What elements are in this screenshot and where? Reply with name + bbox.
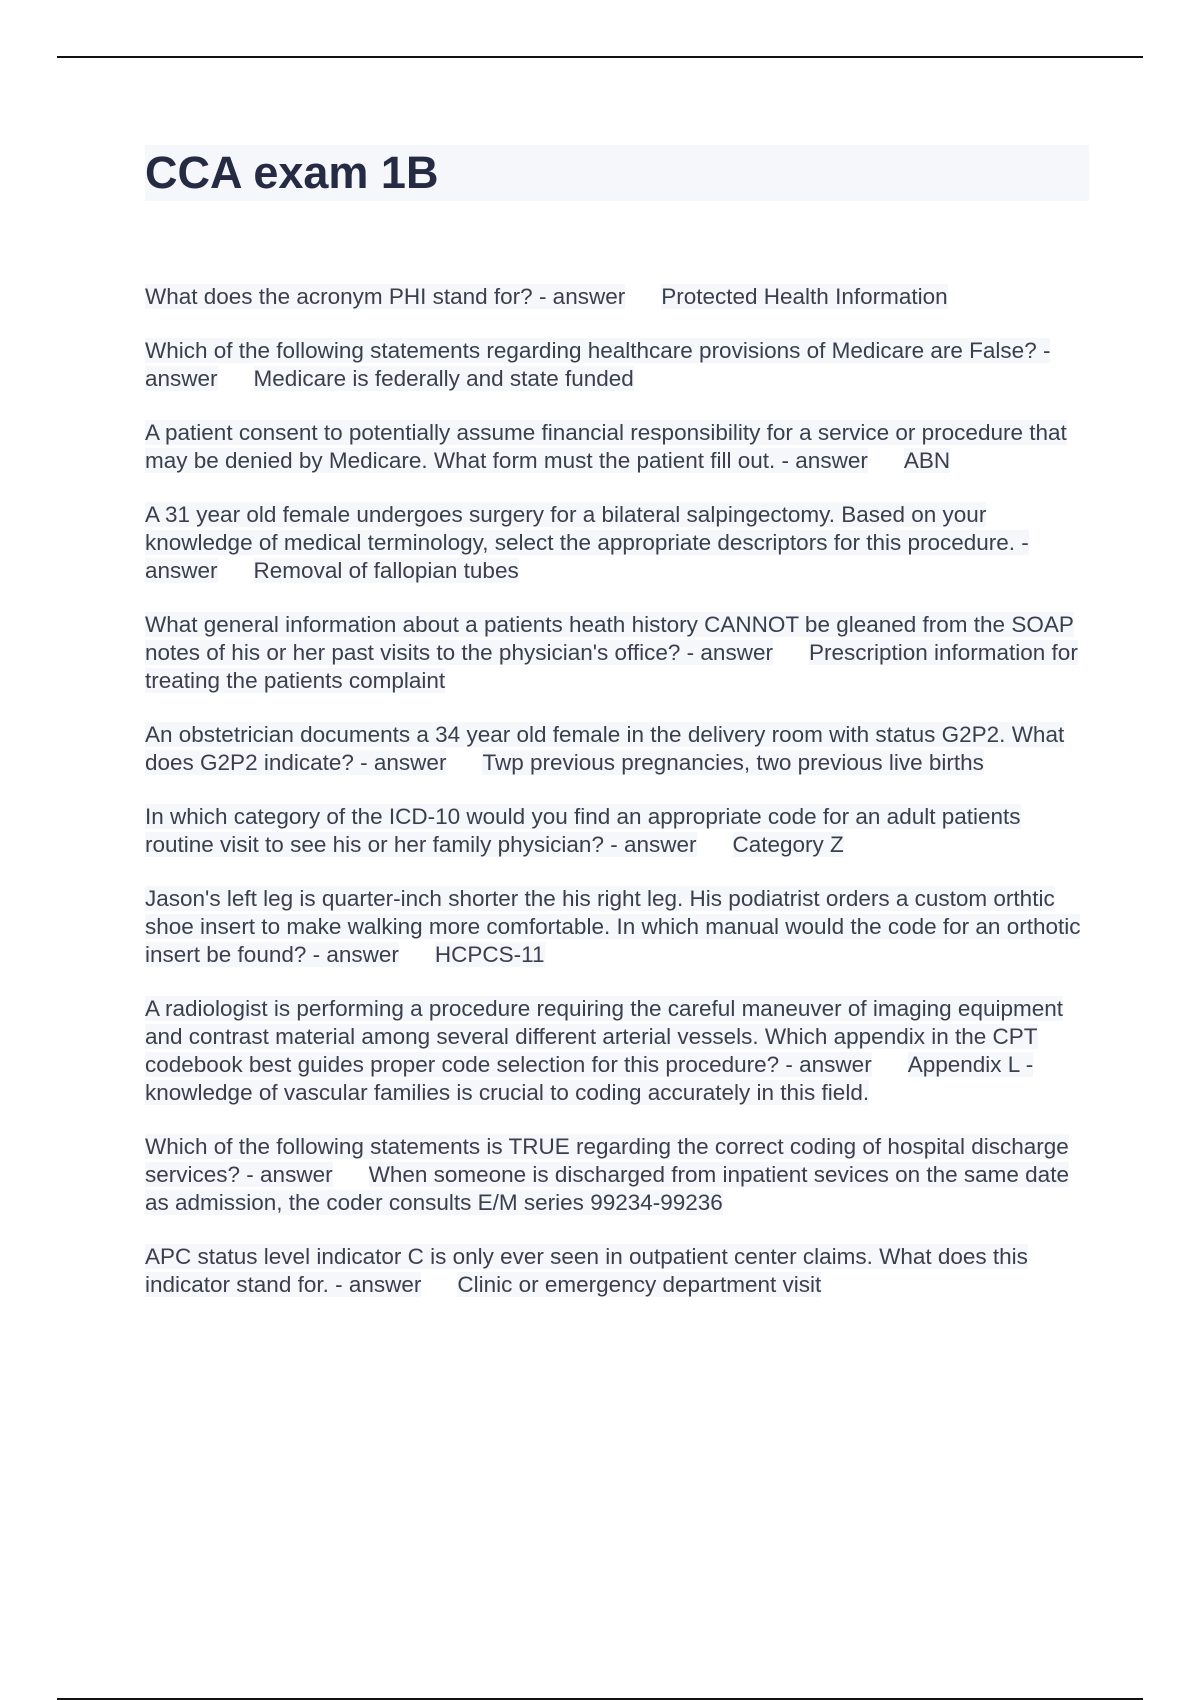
question-text: What general information about a patients heath history CANNOT be gleaned from the SOAP notes of his or her past visits to the physician's office? (145, 612, 1074, 665)
qa-item (145, 885, 1095, 969)
answer-separator: - answer (306, 942, 399, 967)
question-text: A 31 year old female undergoes surgery for a bilateral salpingectomy. Based on your knowledge of medical terminology, select the appropriate descriptors for this procedure. (145, 502, 1016, 555)
answer-separator: - answer (779, 1052, 872, 1077)
answer-text: Medicare is federally and state funded (253, 366, 634, 391)
answer-separator: - answer (775, 448, 868, 473)
answer-text: When someone is discharged from inpatient sevices on the same date as admission, the coder consults E/M series 99234-99236 (145, 1162, 1069, 1215)
qa-item (145, 419, 1095, 475)
answer-text: Protected Health Information (661, 284, 948, 309)
question-text: In which category of the ICD-10 would you find an appropriate code for an adult patients routine visit to see his or her family physician? (145, 804, 1021, 857)
answer-text: Appendix L - knowledge of vascular families is crucial to coding accurately in this field. (145, 1052, 1034, 1105)
answer-separator: - answer (328, 1272, 422, 1297)
answer-separator: - answer (532, 284, 626, 309)
qa-list (145, 283, 1095, 1325)
qa-item (145, 283, 1095, 311)
answer-text: HCPCS-11 (434, 942, 545, 967)
question-text: Which of the following statements regarding healthcare provisions of Medicare are False? (145, 338, 1037, 363)
question-text: A radiologist is performing a procedure requiring the careful maneuver of imaging equipment and contrast material among several different arterial vessels. Which appendix in the CPT codebook best guides proper code selection for this procedure? (145, 996, 1064, 1077)
question-text: An obstetrician documents a 34 year old female in the delivery room with status G2P2. What does G2P2 indicate? (145, 722, 1065, 775)
document-title: CCA exam 1B (145, 147, 439, 198)
question-text: What does the acronym PHI stand for? (145, 284, 533, 309)
qa-item (145, 995, 1095, 1107)
answer-text: Category Z (732, 832, 844, 857)
answer-text: Clinic or emergency department visit (457, 1272, 822, 1297)
qa-item (145, 721, 1095, 777)
qa-item (145, 611, 1095, 695)
qa-item (145, 1243, 1095, 1299)
question-text: A patient consent to potentially assume financial responsibility for a service or procedure that may be denied by Medicare. What form must the patient fill out. (145, 420, 1067, 473)
answer-separator: - answer (145, 338, 1051, 391)
question-text: APC status level indicator C is only ever seen in outpatient center claims. What does this indicator stand for. (145, 1244, 1028, 1297)
answer-text: Removal of fallopian tubes (253, 558, 519, 583)
answer-separator: - answer (353, 750, 447, 775)
question-text: Which of the following statements is TRUE regarding the correct coding of hospital discharge services? (145, 1134, 1069, 1187)
answer-text: ABN (903, 448, 951, 473)
answer-separator: - answer (240, 1162, 333, 1187)
qa-item (145, 803, 1095, 859)
qa-item (145, 501, 1095, 585)
answer-text: Prescription information for treating the patients complaint (145, 640, 1078, 693)
answer-text: Twp previous pregnancies, two previous live births (482, 750, 984, 775)
title-block (145, 145, 1089, 201)
answer-separator: - answer (145, 530, 1029, 583)
qa-item (145, 1133, 1095, 1217)
answer-separator: - answer (603, 832, 697, 857)
top-divider (57, 56, 1143, 58)
qa-item (145, 337, 1095, 393)
question-text: Jason's left leg is quarter-inch shorter the his right leg. His podiatrist orders a custom orthtic shoe insert to make walking more comfortable. In which manual would the code for an orthotic insert be found? (145, 886, 1081, 967)
answer-separator: - answer (680, 640, 773, 665)
